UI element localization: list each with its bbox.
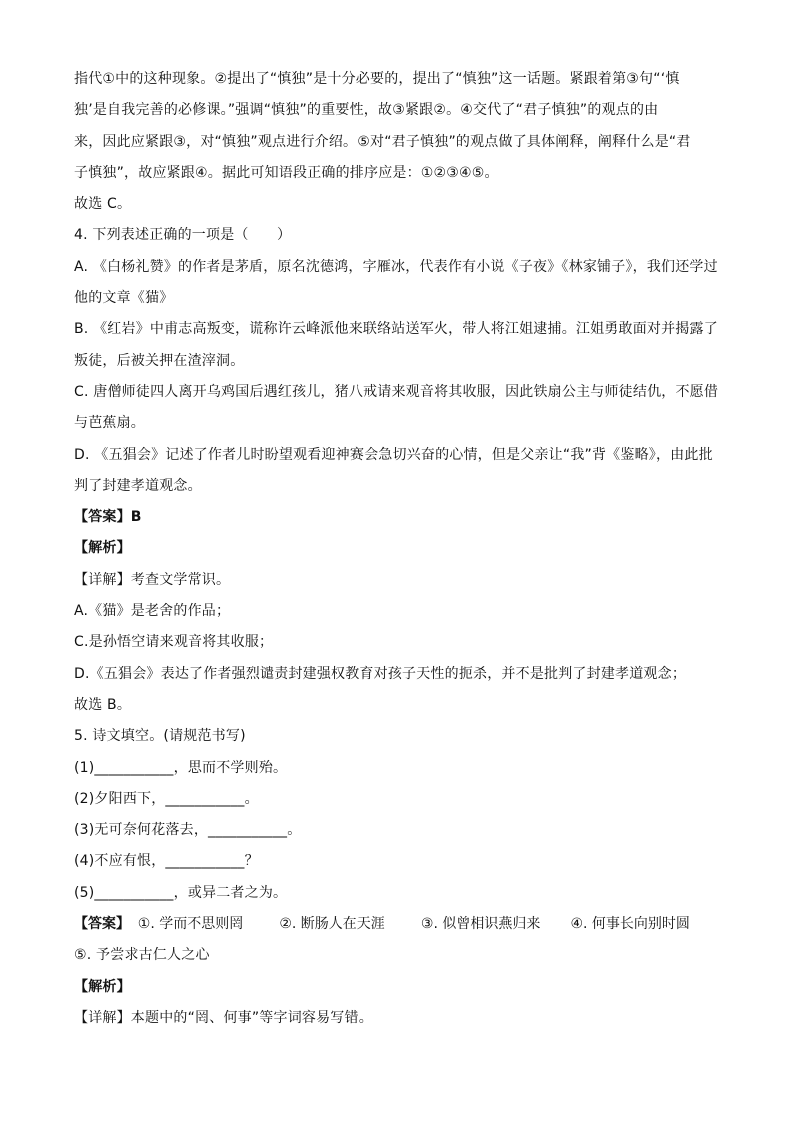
q5-answer-1: ①. 学而不思则罔 (137, 916, 244, 933)
q4-option-a-line-2: 他的文章《猫》 (74, 290, 174, 307)
q5-answer-4: ④. 何事长向别时圆 (570, 916, 690, 933)
q4-detail-c: C.是孙悟空请来观音将其收服； (74, 634, 274, 651)
q4-option-a-line-1: A. 《白杨礼赞》的作者是茅盾，原名沈德鸿，字雁冰，代表作有小说《子夜》《林家铺子》，我们还学过 (74, 258, 718, 275)
q4-option-c-line-2: 与芭蕉扇。 (74, 415, 145, 432)
q5-answer-tag: 【答案】 (74, 916, 130, 933)
q5-blank-4: (4)不应有恨，___________？ (74, 853, 259, 870)
q5-blank-1: (1)___________，思而不学则殆。 (74, 759, 288, 776)
q4-option-b-line-1: B. 《红岩》中甫志高叛变，谎称许云峰派他来联络站送军火，带人将江姐逮捕。江姐勇敢面对并揭露了 (74, 321, 718, 338)
q4-detail-d: D.《五猖会》表达了作者强烈谴责封建强权教育对孩子天性的扼杀，并不是批判了封建孝道观念； (74, 665, 687, 682)
q4-option-b-line-2: 叛徒，后被关押在渣滓洞。 (74, 352, 245, 369)
q4-option-d-line-1: D. 《五猖会》记述了作者儿时盼望观看迎神赛会急切兴奋的心情，但是父亲让“我”背《鉴略》，由此批 (74, 446, 713, 463)
q4-detail: 【详解】考查文学常识。 (74, 571, 231, 588)
q5-blank-5: (5)___________，或异二者之为。 (74, 884, 288, 901)
q4-option-d-line-2: 判了封建孝道观念。 (74, 477, 202, 494)
intro-line-4: 子慎独”，故应紧跟④。据此可知语段正确的排序应是：①②③④⑤。 (74, 164, 499, 181)
q5-answer-row (74, 909, 720, 940)
q5-stem: 5. 诗文填空。(请规范书写) (74, 728, 246, 745)
q5-blank-3: (3)无可奈何花落去，___________。 (74, 822, 302, 839)
q5-answer-2: ②. 断肠人在天涯 (279, 916, 385, 933)
q4-answer: 【答案】B (74, 509, 142, 526)
intro-line-3: 来，因此应紧跟③，对“慎独”观点进行介绍。⑤对“君子慎独”的观点做了具体阐释，阐释什么是“君 (74, 133, 691, 150)
q5-answer-3: ③. 似曾相识燕归来 (420, 916, 541, 933)
q4-analysis-heading: 【解析】 (74, 540, 131, 557)
q4-option-c-line-1: C. 唐僧师徒四人离开乌鸡国后遇红孩儿，猪八戒请来观音将其收服，因此铁扇公主与师徒结仇，不愿借 (74, 383, 719, 400)
q5-analysis-heading: 【解析】 (74, 978, 131, 995)
q5-blank-2: (2)夕阳西下，___________。 (74, 790, 259, 807)
intro-line-1: 指代①中的这种现象。②提出了“慎独”是十分必要的，提出了“慎独”这一话题。紧跟着第③句“‘慎 (74, 71, 680, 87)
q5-answer-5: ⑤. 予尝求古仁人之心 (74, 947, 210, 964)
q5-detail: 【详解】本题中的“罔、何事”等字词容易写错。 (74, 1009, 373, 1026)
q4-stem: 4. 下列表述正确的一项是（ ） (74, 227, 292, 244)
q4-choice: 故选 B。 (74, 696, 132, 713)
choice-c-line: 故选 C。 (74, 196, 132, 213)
intro-line-2: 独’是自我完善的必修课。”强调“慎独”的重要性，故③紧跟②。④交代了“君子慎独”的观点的由 (74, 102, 659, 119)
q4-detail-a: A.《猫》是老舍的作品； (74, 603, 231, 620)
